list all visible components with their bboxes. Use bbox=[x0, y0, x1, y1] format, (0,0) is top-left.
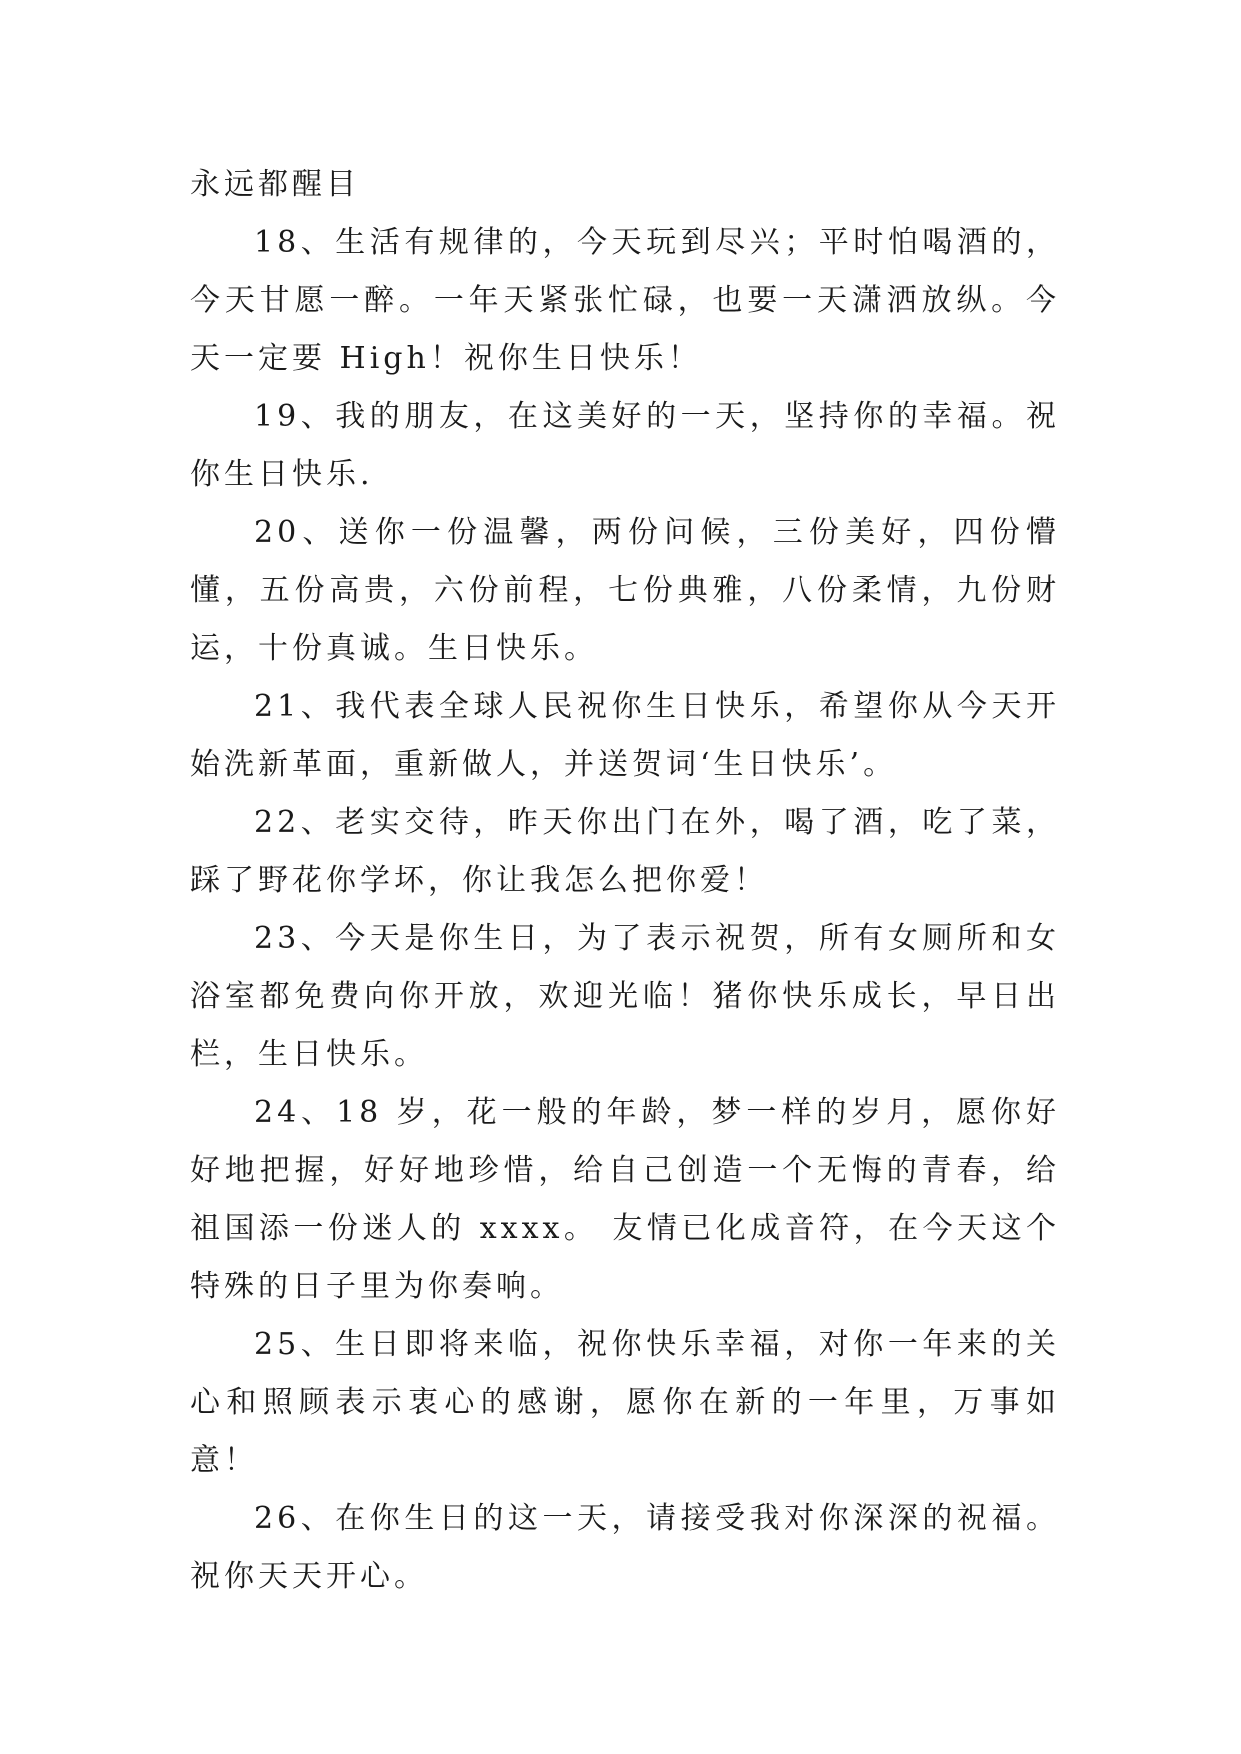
paragraph-25: 25、生日即将来临，祝你快乐幸福，对你一年来的关心和照顾表示衷心的感谢，愿你在新的一年里，万事如意！ bbox=[190, 1327, 1060, 1478]
document-body bbox=[190, 156, 1060, 1606]
paragraph-21: 21、我代表全球人民祝你生日快乐，希望你从今天开始洗新革面，重新做人，并送贺词‘生日快乐’。 bbox=[190, 689, 1060, 782]
paragraph-17-tail: 永远都醒目 bbox=[190, 167, 360, 202]
paragraph-23: 23、今天是你生日，为了表示祝贺，所有女厕所和女浴室都免费向你开放，欢迎光临！猪你快乐成长，早日出栏，生日快乐。 bbox=[190, 921, 1060, 1072]
paragraph-24: 24、18 岁，花一般的年龄，梦一样的岁月，愿你好好地把握，好好地珍惜，给自己创造一个无悔的青春，给祖国添一份迷人的 xxxx。 友情已化成音符，在今天这个特殊的日子里为你奏响。 bbox=[190, 1095, 1060, 1304]
paragraph-18: 18、生活有规律的，今天玩到尽兴；平时怕喝酒的，今天甘愿一醉。一年天紧张忙碌，也要一天潇洒放纵。今天一定要 High！祝你生日快乐！ bbox=[190, 225, 1060, 376]
paragraph-20: 20、送你一份温馨，两份问候，三份美好，四份懵懂，五份高贵，六份前程，七份典雅，八份柔情，九份财运，十份真诚。生日快乐。 bbox=[190, 515, 1060, 666]
paragraph-26: 26、在你生日的这一天，请接受我对你深深的祝福。祝你天天开心。 bbox=[190, 1501, 1060, 1594]
paragraph-22: 22、老实交待，昨天你出门在外，喝了酒，吃了菜，踩了野花你学坏，你让我怎么把你爱！ bbox=[190, 805, 1060, 898]
paragraph-19: 19、我的朋友，在这美好的一天，坚持你的幸福。祝你生日快乐. bbox=[190, 399, 1060, 492]
